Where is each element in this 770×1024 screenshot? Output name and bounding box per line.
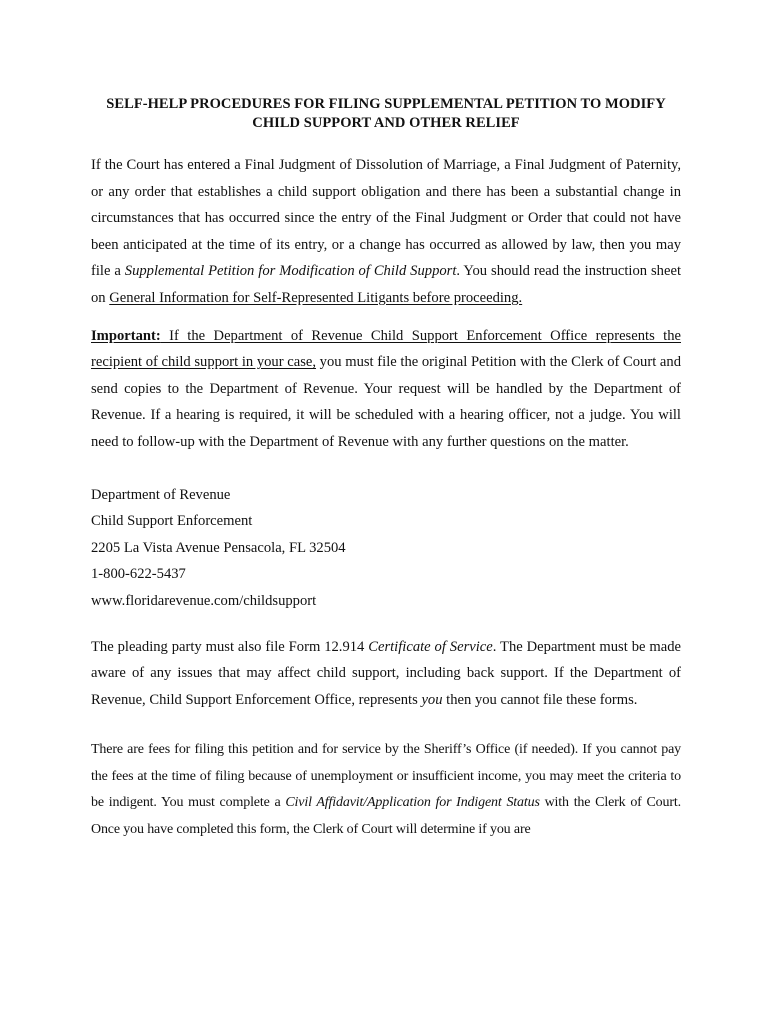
intro-form-name: Supplemental Petition for Modification of Child Support <box>124 263 457 280</box>
pleading-text-1: The pleading party must also file Form 12.914 <box>91 638 369 655</box>
important-paragraph <box>91 323 681 456</box>
document-title <box>91 95 681 133</box>
address-department: Department of Revenue <box>91 486 231 503</box>
fees-paragraph <box>91 737 681 843</box>
fees-text-1: There are fees for filing this petition and for service by the Sheriff’s Office (if needed). If you cannot pay the fees at the time of filing because of unemployment or insufficient income, you may meet the criteria to be indigent. You must complete a <box>91 742 681 811</box>
important-text: you must file the original Petition with the Clerk of Court and send copies to the Department of Revenue. Your request will be handled by the Department of Revenue. If a hearing is required, it will be scheduled with a hearing officer, not a judge. You will need to follow-up with the Department of Revenue with any further questions on the matter. <box>91 354 681 450</box>
pleading-form-name: Certificate of Service <box>368 638 493 655</box>
pleading-text-2: . The Department must be made aware of any issues that may affect child support, including back support. If the Department of Revenue, Child Support Enforcement Office, represents <box>91 638 681 708</box>
pleading-text-3: then you cannot file these forms. <box>442 691 638 708</box>
address-street: 2205 La Vista Avenue Pensacola, FL 32504 <box>91 539 346 556</box>
pleading-you: you <box>421 691 443 708</box>
important-label: Important: <box>91 327 161 344</box>
intro-paragraph <box>91 152 681 312</box>
address-website: www.floridarevenue.com/childsupport <box>91 592 317 609</box>
intro-text-1: If the Court has entered a Final Judgment of Dissolution of Marriage, a Final Judgment of Paternity, or any order that establishes a child support obligation and there has been a substantial change in circumstances that has occurred since the entry of the Final Judgment or Order that could not have been anticipated at the time of its entry, or a change has occurred as allowed by law, then you may file a <box>91 157 681 280</box>
address-office: Child Support Enforcement <box>91 513 253 530</box>
address-block <box>91 482 681 615</box>
fees-form-name: Civil Affidavit/Application for Indigent Status <box>285 795 540 811</box>
general-information-link[interactable]: General Information for Self-Represented Litigants before proceeding. <box>109 289 523 306</box>
fees-text-2: with the Clerk of Court. Once you have completed this form, the Clerk of Court will determine if you are <box>91 795 681 838</box>
title-line-2: CHILD SUPPORT AND OTHER RELIEF <box>252 115 520 131</box>
document-page <box>91 95 681 855</box>
address-phone: 1-800-622-5437 <box>91 566 186 583</box>
intro-text-2: . You should read the instruction sheet on <box>91 263 681 306</box>
pleading-paragraph <box>91 634 681 714</box>
important-underlined-text: If the Department of Revenue Child Support Enforcement Office represents the recipient of child support in your case, <box>91 327 681 371</box>
title-line-1: SELF-HELP PROCEDURES FOR FILING SUPPLEMENTAL PETITION TO MODIFY <box>106 96 666 112</box>
